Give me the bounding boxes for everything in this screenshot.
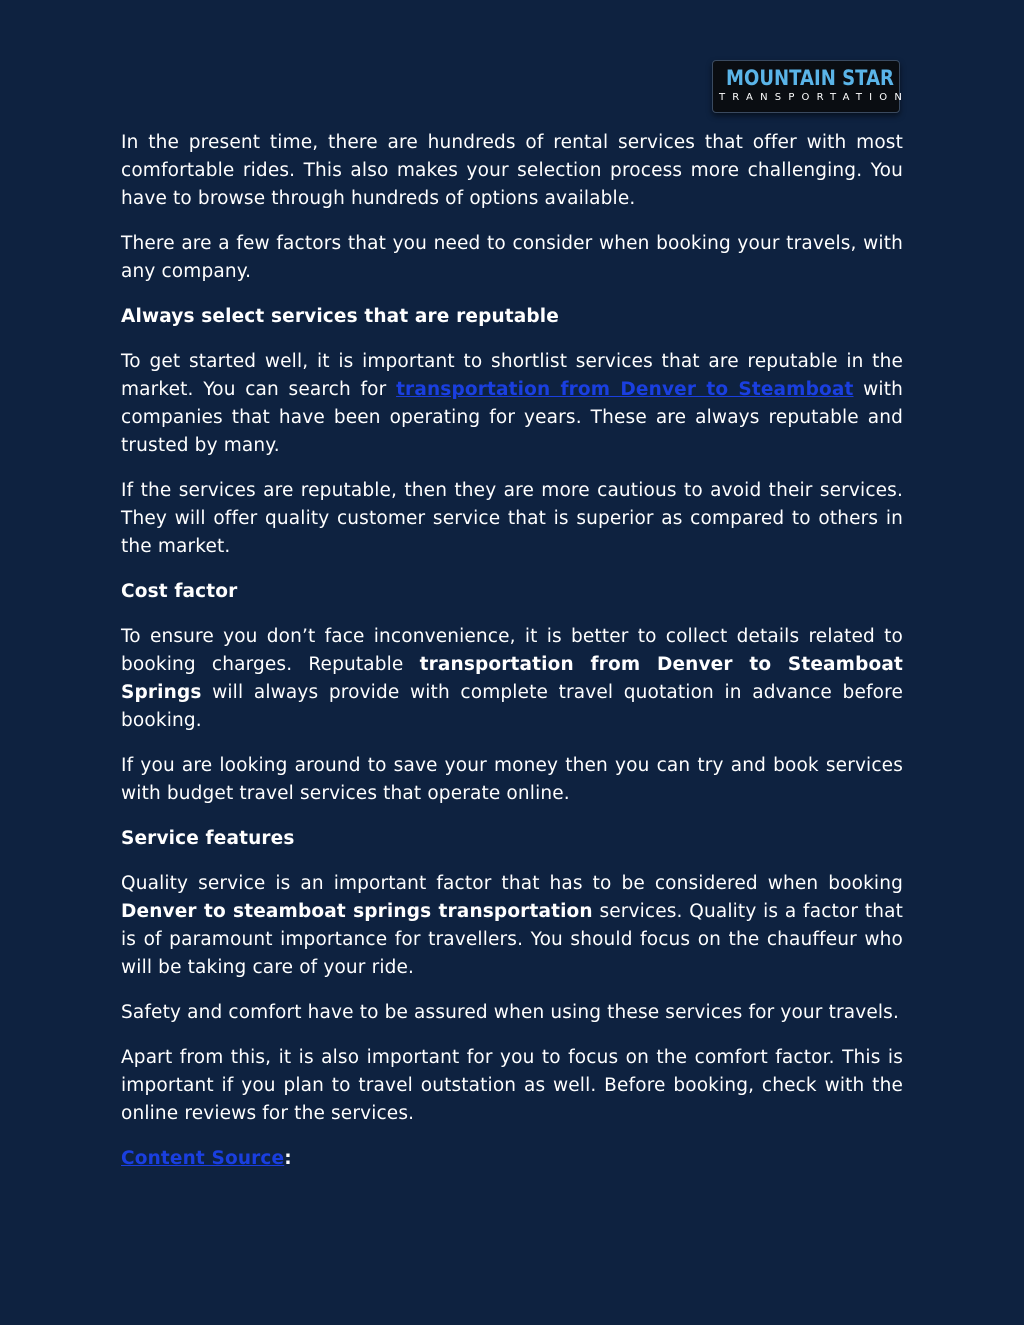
denver-steamboat-link[interactable]: transportation from Denver to Steamboat (396, 379, 854, 400)
logo-sub-text: TRANSPORTATION (719, 92, 910, 103)
paragraph-cost-text-b: will always provide with complete travel quotation in advance before booking. (121, 682, 903, 731)
logo-main-text: MOUNTAIN STAR (726, 66, 894, 90)
paragraph-shortlist-text-a: To get started well, it is important to shortlist services that are reputable in the market. You can search for (121, 351, 903, 400)
mountain-star-logo (712, 60, 910, 113)
paragraph-intro: In the present time, there are hundreds of rental services that offer with most comfortable rides. This also makes your selection process more challenging. You have to browse through hundreds of options available. (121, 132, 903, 209)
paragraph-comfort: Apart from this, it is also important for you to focus on the comfort factor. This is important if you plan to travel outstation as well. Before booking, check with the online reviews for the services. (121, 1047, 903, 1124)
paragraph-quality-bold: Denver to steamboat springs transportation (121, 901, 593, 922)
content-source-link[interactable]: Content Source (121, 1148, 285, 1169)
article-body (121, 129, 903, 1190)
paragraph-factors: There are a few factors that you need to consider when booking your travels, with any company. (121, 233, 903, 282)
heading-reputable: Always select services that are reputable (121, 306, 559, 327)
paragraph-quality-text-a: Quality service is an important factor that has to be considered when booking (121, 873, 903, 894)
paragraph-shortlist-text-b: with companies that have been operating for years. These are always reputable and trusted by many. (121, 379, 903, 456)
heading-cost-factor: Cost factor (121, 581, 238, 602)
paragraph-safety: Safety and comfort have to be assured when using these services for your travels. (121, 1002, 899, 1023)
paragraph-quality-text-b: services. Quality is a factor that is of paramount importance for travellers. You should focus on the chauffeur who will be taking care of your ride. (121, 901, 904, 978)
paragraph-cost (121, 623, 903, 735)
heading-service-features: Service features (121, 828, 295, 849)
paragraph-cost-bold: transportation from Denver to Steamboat Springs (121, 654, 903, 703)
content-source-line (121, 1145, 903, 1173)
paragraph-shortlist (121, 348, 903, 460)
paragraph-cost-text-a: To ensure you don’t face inconvenience, it is better to collect details related to booking charges. Reputable (121, 626, 903, 675)
content-source-colon: : (284, 1148, 292, 1169)
paragraph-reputable-services: If the services are reputable, then they are more cautious to avoid their services. They will offer quality customer service that is superior as compared to others in the market. (121, 480, 903, 557)
paragraph-quality (121, 870, 903, 982)
paragraph-budget: If you are looking around to save your money then you can try and book services with budget travel services that operate online. (121, 755, 903, 804)
